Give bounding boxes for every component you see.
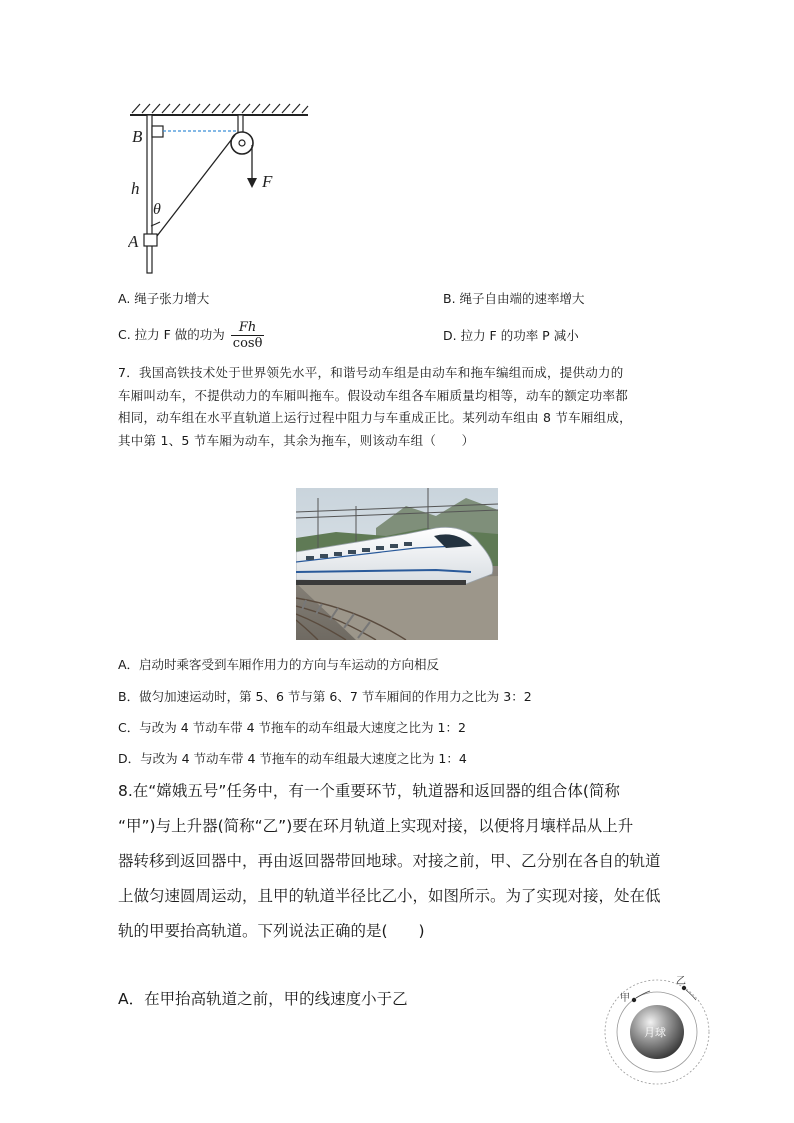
q7-line: 7．我国高铁技术处于世界领先水平，和谐号动车组是由动车和拖车编组而成，提供动力的 xyxy=(118,365,624,380)
q7-option-d: D．与改为 4 节动车带 4 节拖车的动车组最大速度之比为 1：4 xyxy=(118,751,467,766)
q6-option-c-text: C. 拉力 F 做的功为 xyxy=(118,327,225,342)
q8-line: 器转移到返回器中，再由返回器带回地球。对接之前，甲、乙分别在各自的轨道 xyxy=(118,852,661,870)
label-h: h xyxy=(131,179,140,198)
pulley-diagram xyxy=(128,98,318,278)
q7-line: 相同，动车组在水平直轨道上运行过程中阻力与车重成正比。某列动车组由 8 节车厢组成， xyxy=(118,410,632,425)
fraction xyxy=(231,320,265,351)
block-b xyxy=(152,126,163,137)
q7-line: 车厢叫动车，不提供动力的车厢叫拖车。假设动车组各车厢质量均相等，动车的额定功率都 xyxy=(118,387,629,403)
q7-option-b: B．做匀加速运动时，第 5、6 节与第 6、7 节车厢间的作用力之比为 3：2 xyxy=(118,689,532,704)
q8-option-a: A．在甲抬高轨道之前，甲的线速度小于乙 xyxy=(118,990,408,1008)
craft-jia xyxy=(632,998,636,1002)
q7-line: 其中第 1、5 节车厢为动车，其余为拖车，则该动车组（ ） xyxy=(118,432,475,448)
fraction-denominator: cosθ xyxy=(232,336,263,351)
train-photo xyxy=(296,488,498,640)
label-a: A xyxy=(128,232,139,251)
fraction-numerator: Fh xyxy=(231,320,265,336)
q8-line: 轨的甲要抬高轨道。下列说法正确的是( ) xyxy=(118,922,425,940)
q8-line: “甲”)与上升器(简称“乙”)要在环月轨道上实现对接，以便将月壤样品从上升 xyxy=(118,817,634,835)
q6-option-b: B. 绳子自由端的速率增大 xyxy=(443,291,585,306)
moon-label: 月球 xyxy=(644,1026,666,1039)
orbit-diagram xyxy=(600,975,715,1087)
label-theta: θ xyxy=(153,201,161,218)
q8-line: 8.在“嫦娥五号”任务中，有一个重要环节，轨道器和返回器的组合体(简称 xyxy=(118,782,620,800)
q6-option-d: D. 拉力 F 的功率 P 减小 xyxy=(443,328,579,343)
label-f: F xyxy=(262,172,273,191)
q7-option-c: C．与改为 4 节动车带 4 节拖车的动车组最大速度之比为 1：2 xyxy=(118,720,466,735)
q6-option-a: A. 绳子张力增大 xyxy=(118,291,210,306)
q7-option-a: A．启动时乘客受到车厢作用力的方向与车运动的方向相反 xyxy=(118,657,440,672)
q7-stem xyxy=(118,362,678,452)
force-arrow-head xyxy=(247,178,257,188)
label-yi: 乙 xyxy=(676,976,686,987)
label-jia: 甲 xyxy=(620,993,630,1004)
q8-stem xyxy=(118,774,698,949)
rope xyxy=(157,135,235,236)
q6-option-c xyxy=(118,320,264,351)
q8-line: 上做匀速圆周运动，且甲的轨道半径比乙小，如图所示。为了实现对接，处在低 xyxy=(118,887,661,905)
ceiling xyxy=(130,104,308,115)
vertical-rod xyxy=(147,115,152,273)
block-a xyxy=(144,234,157,246)
label-b: B xyxy=(132,127,143,146)
